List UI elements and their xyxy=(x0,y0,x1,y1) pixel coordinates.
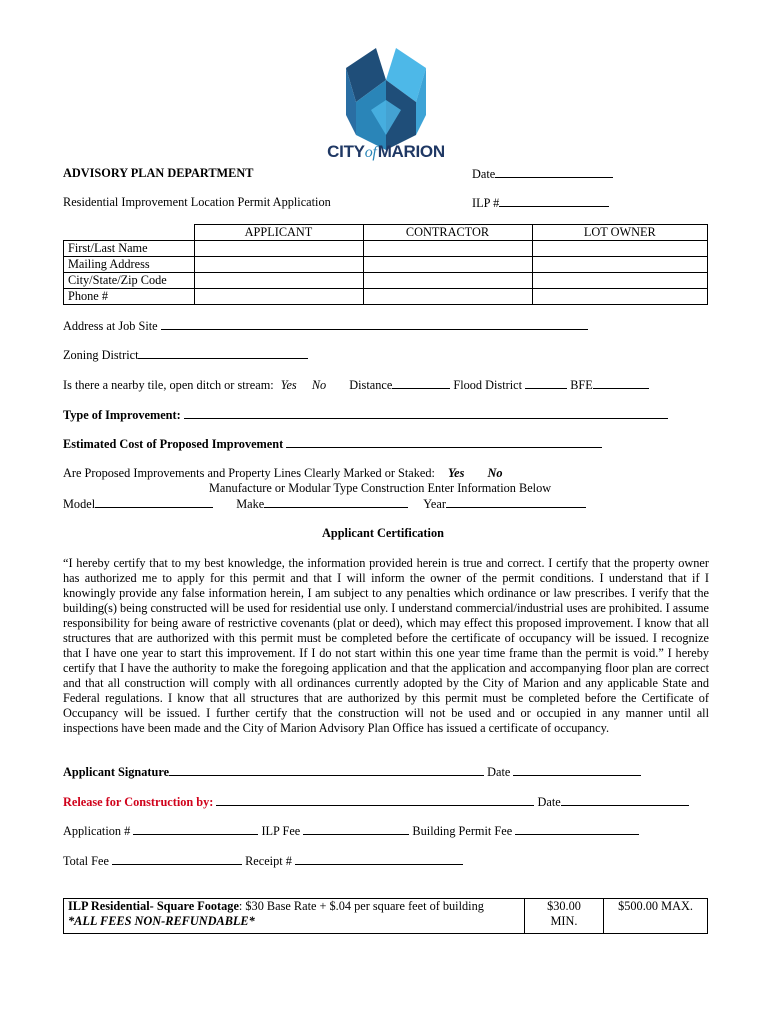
building-fee-line[interactable] xyxy=(515,823,639,835)
bfe-label: BFE xyxy=(570,378,593,392)
bfe-line[interactable] xyxy=(593,377,649,389)
date-field[interactable] xyxy=(472,166,613,182)
owner-name-cell[interactable] xyxy=(532,241,708,257)
ilp-fee-line[interactable] xyxy=(303,823,409,835)
department-title: ADVISORY PLAN DEPARTMENT xyxy=(63,166,254,180)
logo-marion-text: MARION xyxy=(377,142,445,161)
ilp-label: ILP # xyxy=(472,196,500,210)
date-label: Date xyxy=(472,167,496,181)
nearby-no-option[interactable]: No xyxy=(311,378,327,392)
job-site-label: Address at Job Site xyxy=(63,319,158,333)
fee-rate-text: : $30 Base Rate + $.04 per square feet of building xyxy=(238,899,484,913)
modular-note: Manufacture or Modular Type Construction Enter Information Below xyxy=(209,481,552,495)
receipt-label: Receipt # xyxy=(245,854,292,868)
logo-wordmark xyxy=(316,142,456,162)
row-label-phone: Phone # xyxy=(64,289,195,305)
logo-of-text: of xyxy=(364,144,377,161)
type-of-improvement-field[interactable] xyxy=(63,407,668,423)
total-fields xyxy=(63,853,463,869)
owner-city-cell[interactable] xyxy=(532,273,708,289)
contractor-mailing-cell[interactable] xyxy=(363,257,532,273)
signature-date-label: Date xyxy=(487,765,511,779)
applicant-mailing-cell[interactable] xyxy=(194,257,363,273)
fee-min-label: MIN. xyxy=(550,914,578,928)
nearby-water-question xyxy=(63,377,649,393)
flood-district-label: Flood District xyxy=(453,378,523,392)
fee-min-cell xyxy=(525,899,604,934)
model-line[interactable] xyxy=(95,496,213,508)
contractor-name-cell[interactable] xyxy=(363,241,532,257)
release-label: Release for Construction by: xyxy=(63,795,214,809)
estimated-cost-label: Estimated Cost of Proposed Improvement xyxy=(63,437,284,451)
column-applicant: APPLICANT xyxy=(194,225,363,241)
column-lot-owner: LOT OWNER xyxy=(532,225,708,241)
applicant-city-cell[interactable] xyxy=(194,273,363,289)
owner-mailing-cell[interactable] xyxy=(532,257,708,273)
applicant-signature-field[interactable] xyxy=(63,764,641,780)
applicant-phone-cell[interactable] xyxy=(194,289,363,305)
certification-text: “I hereby certify that to my best knowledge, the information provided herein is true and correct. I certify that the property owner has authorized me to apply for this permit and that I will inform the owner of the permit conditions. I understand that if I knowingly provide any false information herein, I am subject to any penalties which ordinance or law prescribes. I verify that the building(s) being constructed will be used for residential use only. I understand commercial/industrial uses are prohibited. I assume responsibility for being aware of restrictive covenants (plat or deed), which may effect this proposed improvement. I know that all structures that are authorized with this permit must be completed before the certificate of occupancy will be issued. I recognize that I have one year to start this improvement. If I do not start within this one year time frame than the permit is void.” I hereby certify that I have the authority to make the foregoing application and that the application and accompanying floor plan are correct and that all construction will comply with all ordinances currently adopted by the City of Marion and any applicable State and Federal regulations. I know that all structures that are authorized by this permit must be completed before the Certificate of Occupancy will be issued. I further certify that the construction will not be used and or occupied in any manner until all inspections have been made and the City of Marion Advisory Plan Office has issued a certificate of occupancy. xyxy=(63,556,709,735)
nearby-yes-option[interactable]: Yes xyxy=(280,378,297,392)
application-number-label: Application # xyxy=(63,824,131,838)
non-refundable-note: *ALL FEES NON-REFUNDABLE* xyxy=(68,914,255,928)
contractor-city-cell[interactable] xyxy=(363,273,532,289)
year-label: Year xyxy=(423,497,446,511)
make-line[interactable] xyxy=(264,496,408,508)
row-label-city: City/State/Zip Code xyxy=(64,273,195,289)
owner-phone-cell[interactable] xyxy=(532,289,708,305)
applicant-name-cell[interactable] xyxy=(194,241,363,257)
city-logo xyxy=(316,40,456,170)
fee-type-label: ILP Residential- Square Footage xyxy=(68,899,239,913)
release-date-label: Date xyxy=(537,795,561,809)
marked-question xyxy=(63,466,502,481)
distance-label: Distance xyxy=(349,378,393,392)
certification-body xyxy=(63,556,709,736)
total-fee-label: Total Fee xyxy=(63,854,109,868)
modular-fields xyxy=(63,496,586,512)
total-fee-line[interactable] xyxy=(112,853,242,865)
nearby-water-label: Is there a nearby tile, open ditch or stream: xyxy=(63,378,274,392)
model-label: Model xyxy=(63,497,96,511)
receipt-line[interactable] xyxy=(295,853,463,865)
row-label-name: First/Last Name xyxy=(64,241,195,257)
column-contractor: CONTRACTOR xyxy=(363,225,532,241)
job-site-field[interactable] xyxy=(63,318,588,334)
party-table xyxy=(63,224,708,305)
logo-city-text: CITY xyxy=(327,142,365,161)
marked-no-option[interactable]: No xyxy=(487,466,503,480)
year-line[interactable] xyxy=(446,496,586,508)
ilp-number-field[interactable] xyxy=(472,195,609,211)
flood-district-line[interactable] xyxy=(525,377,567,389)
type-of-improvement-label: Type of Improvement: xyxy=(63,408,181,422)
form-title: Residential Improvement Location Permit Application xyxy=(63,195,331,209)
row-label-mailing: Mailing Address xyxy=(64,257,195,273)
ilp-fee-label: ILP Fee xyxy=(261,824,301,838)
marked-label: Are Proposed Improvements and Property Lines Clearly Marked or Staked: xyxy=(63,466,435,480)
fee-schedule-table xyxy=(63,898,708,934)
applicant-signature-label: Applicant Signature xyxy=(63,765,170,779)
fee-max-cell: $500.00 MAX. xyxy=(604,899,708,934)
distance-line[interactable] xyxy=(392,377,450,389)
release-field[interactable] xyxy=(63,794,689,810)
contractor-phone-cell[interactable] xyxy=(363,289,532,305)
fee-fields xyxy=(63,823,639,839)
estimated-cost-field[interactable] xyxy=(63,436,602,452)
fee-min-amount: $30.00 xyxy=(547,899,581,913)
certification-heading: Applicant Certification xyxy=(322,526,444,540)
zoning-field[interactable] xyxy=(63,347,308,363)
make-label: Make xyxy=(236,497,265,511)
fee-description-cell xyxy=(64,899,525,934)
application-number-line[interactable] xyxy=(133,823,258,835)
city-of-marion-m-logo-icon xyxy=(316,40,456,152)
building-fee-label: Building Permit Fee xyxy=(412,824,513,838)
zoning-label: Zoning District xyxy=(63,348,139,362)
marked-yes-option[interactable]: Yes xyxy=(447,466,465,480)
